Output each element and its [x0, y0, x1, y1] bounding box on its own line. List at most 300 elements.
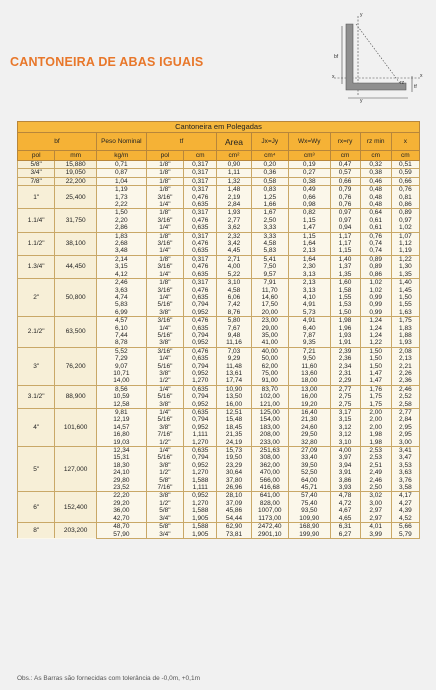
table-cell: 0,97 — [330, 217, 360, 224]
unit-header: kg/m — [96, 151, 146, 161]
table-cell: 2,39 — [330, 347, 360, 355]
table-cell: 4,10 — [288, 294, 330, 301]
table-cell: 29,50 — [288, 431, 330, 438]
table-cell: 1/4" — [146, 201, 183, 209]
table-cell: 9,07 — [96, 363, 146, 370]
table-cell: 2,77 — [217, 217, 251, 224]
table-cell: 14,00 — [96, 377, 146, 385]
table-cell: 0,794 — [184, 454, 217, 461]
table-row — [18, 347, 420, 355]
table-cell: 5,79 — [391, 531, 419, 539]
size-mm-cell: 152,400 — [55, 492, 97, 523]
table-cell: 4,58 — [251, 240, 288, 247]
table-cell: 3,99 — [360, 531, 391, 539]
table-cell: 3,10 — [330, 439, 360, 447]
table-cell: 1,64 — [288, 240, 330, 247]
table-cell: 183,00 — [251, 424, 288, 431]
table-cell: 1,905 — [184, 515, 217, 523]
table-cell: 3,62 — [217, 224, 251, 232]
table-cell: 12,34 — [96, 447, 146, 455]
table-cell: 4,52 — [391, 515, 419, 523]
table-cell: 4,74 — [96, 294, 146, 301]
table-cell: 1,75 — [391, 317, 419, 325]
table-cell: 15,48 — [217, 416, 251, 423]
table-cell: 1,37 — [330, 263, 360, 270]
table-cell: 3/8" — [146, 401, 183, 409]
table-cell: 1/4" — [146, 385, 183, 393]
table-cell: 3,86 — [330, 477, 360, 484]
table-cell: 5,52 — [96, 347, 146, 355]
table-cell: 0,635 — [184, 447, 217, 455]
table-cell: 3/8" — [146, 424, 183, 431]
table-cell: 4,72 — [330, 500, 360, 507]
table-cell: 7/16" — [146, 431, 183, 438]
table-cell: 1,45 — [391, 287, 419, 294]
table-cell: 1,67 — [251, 209, 288, 217]
table-cell: 1,12 — [391, 240, 419, 247]
table-cell: 1,50 — [96, 209, 146, 217]
table-cell: 1/4" — [146, 355, 183, 362]
table-cell: 1/2" — [146, 469, 183, 476]
table-cell: 1/4" — [146, 325, 183, 332]
table-cell: 154,00 — [251, 416, 288, 423]
size-inches-cell: 7/8" — [18, 177, 55, 185]
table-cell: 1,02 — [391, 224, 419, 232]
table-cell: 0,66 — [330, 177, 360, 185]
table-cell: 1/2" — [146, 439, 183, 447]
table-cell: 0,83 — [251, 186, 288, 194]
table-cell: 37,09 — [217, 500, 251, 507]
table-cell: 1,75 — [360, 401, 391, 409]
table-cell: 0,97 — [330, 209, 360, 217]
table-cell: 0,635 — [184, 355, 217, 362]
table-cell: 3/8" — [146, 370, 183, 377]
table-cell: 1,22 — [391, 255, 419, 263]
table-cell: 0,48 — [360, 186, 391, 194]
table-cell: 2,36 — [330, 355, 360, 362]
table-cell: 7,03 — [217, 347, 251, 355]
table-cell: 5,66 — [391, 523, 419, 531]
table-cell: 4,91 — [288, 301, 330, 308]
table-cell: 1,04 — [96, 177, 146, 185]
table-cell: 54,44 — [217, 515, 251, 523]
table-cell: 1,24 — [360, 325, 391, 332]
table-cell: 0,86 — [360, 271, 391, 279]
table-cell: 7,87 — [288, 332, 330, 339]
table-cell: 1,47 — [360, 377, 391, 385]
unit-header: cm³ — [288, 151, 330, 161]
unit-header: pol — [18, 151, 55, 161]
table-cell: 1,75 — [360, 393, 391, 400]
table-cell: 5/16" — [146, 363, 183, 370]
table-cell: 2,95 — [391, 431, 419, 438]
table-cell: 0,74 — [360, 247, 391, 255]
table-cell: 5,83 — [96, 301, 146, 308]
table-cell: 1,17 — [330, 232, 360, 240]
table-cell: 37,80 — [217, 477, 251, 484]
table-cell: 57,40 — [288, 492, 330, 500]
table-cell: 4,12 — [96, 271, 146, 279]
table-cell: 45,71 — [288, 484, 330, 492]
size-inches-cell: 1.3/4" — [18, 255, 55, 278]
table-cell: 0,635 — [184, 201, 217, 209]
table-cell: 1,15 — [288, 232, 330, 240]
table-cell: 4,78 — [330, 492, 360, 500]
size-inches-cell: 3" — [18, 347, 55, 385]
table-row — [18, 523, 420, 531]
table-cell: 6,06 — [217, 294, 251, 301]
table-cell: 0,19 — [288, 161, 330, 169]
table-cell: 6,10 — [96, 325, 146, 332]
table-row — [18, 492, 420, 500]
table-cell: 11,60 — [288, 363, 330, 370]
table-cell: 0,94 — [330, 224, 360, 232]
table-row — [18, 186, 420, 194]
table-cell: 0,317 — [184, 177, 217, 185]
table-cell: 0,317 — [184, 279, 217, 287]
table-cell: 0,317 — [184, 232, 217, 240]
table-cell: 1,73 — [96, 194, 146, 201]
table-cell: 121,00 — [251, 401, 288, 409]
diagram-label: x — [332, 74, 335, 80]
table-cell: 0,476 — [184, 287, 217, 294]
angle-profile-diagram — [320, 4, 428, 104]
table-cell: 13,60 — [288, 370, 330, 377]
table-cell: 125,00 — [251, 409, 288, 417]
table-cell: 3,02 — [360, 492, 391, 500]
size-mm-cell: 25,400 — [55, 186, 97, 209]
table-cell: 41,00 — [251, 339, 288, 347]
table-cell: 3,93 — [330, 484, 360, 492]
table-cell: 0,952 — [184, 401, 217, 409]
angle-spec-table — [17, 121, 420, 539]
size-inches-cell: 8" — [18, 523, 55, 539]
table-cell: 4,91 — [288, 317, 330, 325]
table-cell: 2,36 — [391, 377, 419, 385]
table-cell: 2,08 — [391, 347, 419, 355]
table-cell: 23,52 — [96, 484, 146, 492]
table-cell: 2,46 — [360, 477, 391, 484]
table-cell: 0,635 — [184, 247, 217, 255]
table-cell: 4,45 — [217, 247, 251, 255]
table-cell: 1,58 — [330, 287, 360, 294]
table-cell: 13,50 — [217, 393, 251, 400]
size-inches-cell: 2" — [18, 279, 55, 317]
table-cell: 0,317 — [184, 169, 217, 177]
table-cell: 3/8" — [146, 462, 183, 469]
table-cell: 2,50 — [251, 217, 288, 224]
table-cell: 566,00 — [251, 477, 288, 484]
table-cell: 1,17 — [330, 240, 360, 247]
table-cell: 6,40 — [288, 325, 330, 332]
table-cell: 3/8" — [146, 309, 183, 317]
table-cell: 11,16 — [217, 339, 251, 347]
unit-header: cm — [360, 151, 391, 161]
table-cell: 3/16" — [146, 263, 183, 270]
table-cell: 251,63 — [251, 447, 288, 455]
table-cell: 3,10 — [217, 279, 251, 287]
table-cell: 42,70 — [96, 515, 146, 523]
table-cell: 27,09 — [288, 447, 330, 455]
table-cell: 73,81 — [217, 531, 251, 539]
table-cell: 5,22 — [217, 271, 251, 279]
table-cell: 1,53 — [330, 301, 360, 308]
table-cell: 64,00 — [288, 477, 330, 484]
table-cell: 83,70 — [251, 385, 288, 393]
table-cell: 0,59 — [391, 169, 419, 177]
table-cell: 2,19 — [217, 194, 251, 201]
table-cell: 0,98 — [288, 201, 330, 209]
table-cell: 233,00 — [251, 439, 288, 447]
table-cell: 0,794 — [184, 301, 217, 308]
diagram-label: y — [360, 12, 363, 18]
table-cell: 1/4" — [146, 247, 183, 255]
column-header: tf — [146, 133, 217, 151]
table-cell: 0,476 — [184, 217, 217, 224]
table-cell: 0,635 — [184, 294, 217, 301]
table-cell: 52,50 — [288, 469, 330, 476]
table-cell: 0,66 — [391, 177, 419, 185]
table-cell: 0,794 — [184, 416, 217, 423]
table-cell: 2,97 — [360, 507, 391, 514]
table-cell: 7,67 — [217, 325, 251, 332]
size-inches-cell: 4" — [18, 409, 55, 447]
table-cell: 62,90 — [217, 523, 251, 531]
table-cell: 33,40 — [288, 454, 330, 461]
table-cell: 0,476 — [184, 263, 217, 270]
table-cell: 2,75 — [330, 401, 360, 409]
table-cell: 0,32 — [360, 161, 391, 169]
table-cell: 2,97 — [360, 515, 391, 523]
table-cell: 3,41 — [391, 447, 419, 455]
table-cell: 1,270 — [184, 500, 217, 507]
table-cell: 22,20 — [96, 492, 146, 500]
table-cell: 3/16" — [146, 194, 183, 201]
table-cell: 1,60 — [330, 279, 360, 287]
table-cell: 2,32 — [217, 232, 251, 240]
table-cell: 1,96 — [330, 325, 360, 332]
table-cell: 1,93 — [330, 332, 360, 339]
table-cell: 2,77 — [391, 409, 419, 417]
unit-header: cm⁴ — [251, 151, 288, 161]
table-cell: 1,47 — [288, 224, 330, 232]
size-mm-cell: 88,900 — [55, 385, 97, 408]
table-cell: 0,20 — [251, 161, 288, 169]
table-cell: 26,96 — [217, 484, 251, 492]
table-cell: 1/4" — [146, 409, 183, 417]
table-cell: 18,45 — [217, 424, 251, 431]
table-cell: 1,25 — [251, 194, 288, 201]
table-cell: 5/16" — [146, 393, 183, 400]
table-cell: 6,27 — [330, 531, 360, 539]
table-cell: 3,42 — [217, 240, 251, 247]
table-cell: 1/8" — [146, 209, 183, 217]
table-cell: 0,79 — [330, 186, 360, 194]
table-cell: 2,50 — [360, 484, 391, 492]
table-cell: 0,99 — [360, 309, 391, 317]
table-cell: 1,98 — [330, 317, 360, 325]
table-cell: 0,74 — [360, 240, 391, 247]
table-cell: 1,588 — [184, 507, 217, 514]
table-caption: Cantoneira em Polegadas — [18, 122, 420, 133]
table-cell: 5/16" — [146, 332, 183, 339]
table-cell: 2,84 — [217, 201, 251, 209]
table-cell: 3,47 — [391, 454, 419, 461]
table-cell: 0,46 — [360, 177, 391, 185]
table-cell: 0,89 — [360, 263, 391, 270]
table-cell: 1,40 — [391, 279, 419, 287]
size-mm-cell: 76,200 — [55, 347, 97, 385]
table-row — [18, 177, 420, 185]
table-cell: 3,33 — [251, 224, 288, 232]
table-cell: 45,86 — [217, 507, 251, 514]
unit-header: cm — [330, 151, 360, 161]
table-cell: 2472,40 — [251, 523, 288, 531]
table-cell: 0,48 — [360, 201, 391, 209]
table-cell: 1,35 — [391, 271, 419, 279]
table-cell: 24,19 — [217, 439, 251, 447]
table-cell: 2,95 — [391, 424, 419, 431]
table-cell: 1,270 — [184, 469, 217, 476]
table-cell: 23,29 — [217, 462, 251, 469]
table-cell: 3/16" — [146, 217, 183, 224]
table-cell: 3,17 — [330, 409, 360, 417]
table-cell: 0,58 — [251, 177, 288, 185]
table-cell: 3,00 — [360, 500, 391, 507]
table-cell: 1,40 — [330, 255, 360, 263]
table-cell: 35,00 — [251, 332, 288, 339]
table-cell: 0,952 — [184, 492, 217, 500]
table-cell: 0,635 — [184, 271, 217, 279]
table-cell: 21,35 — [217, 431, 251, 438]
table-cell: 4,58 — [217, 287, 251, 294]
table-cell: 4,39 — [391, 507, 419, 514]
table-cell: 3,94 — [330, 462, 360, 469]
table-row — [18, 317, 420, 325]
size-inches-cell: 2.1/2" — [18, 317, 55, 348]
table-cell: 0,952 — [184, 370, 217, 377]
table-cell: 2,30 — [288, 263, 330, 270]
unit-header: cm — [391, 151, 419, 161]
table-cell: 1,50 — [391, 294, 419, 301]
size-mm-cell: 15,880 — [55, 161, 97, 169]
table-cell: 1,50 — [360, 363, 391, 370]
table-cell: 5/8" — [146, 507, 183, 514]
table-cell: 199,90 — [288, 531, 330, 539]
size-mm-cell: 19,050 — [55, 169, 97, 177]
table-cell: 1,48 — [217, 186, 251, 194]
table-cell: 1,66 — [251, 201, 288, 209]
table-cell: 75,00 — [251, 370, 288, 377]
table-cell: 1/4" — [146, 294, 183, 301]
table-cell: 1,50 — [360, 347, 391, 355]
diagram-label: rz — [400, 80, 405, 86]
table-cell: 3/16" — [146, 240, 183, 247]
column-header: Jx=Jy — [251, 133, 288, 151]
unit-header: cm — [184, 151, 217, 161]
table-cell: 21,30 — [288, 416, 330, 423]
table-cell: 16,00 — [288, 393, 330, 400]
size-mm-cell: 127,000 — [55, 447, 97, 492]
table-cell: 28,10 — [217, 492, 251, 500]
size-inches-cell: 3.1/2" — [18, 385, 55, 408]
table-cell: 24,60 — [288, 424, 330, 431]
size-mm-cell: 38,100 — [55, 232, 97, 255]
table-cell: 93,50 — [288, 507, 330, 514]
table-cell: 1/8" — [146, 232, 183, 240]
table-cell: 0,99 — [360, 301, 391, 308]
table-cell: 0,76 — [360, 232, 391, 240]
table-cell: 3/8" — [146, 492, 183, 500]
table-cell: 19,20 — [288, 401, 330, 409]
table-cell: 5/8" — [146, 523, 183, 531]
table-cell: 19,03 — [96, 439, 146, 447]
table-cell: 0,952 — [184, 462, 217, 469]
column-header: rz min — [360, 133, 391, 151]
table-row — [18, 447, 420, 455]
table-cell: 2,71 — [217, 255, 251, 263]
table-cell: 5,80 — [217, 317, 251, 325]
table-cell: 15,31 — [96, 454, 146, 461]
diagram-label: bf — [334, 54, 339, 60]
table-cell: 0,952 — [184, 309, 217, 317]
table-cell: 3,53 — [391, 462, 419, 469]
table-cell: 0,51 — [391, 161, 419, 169]
table-cell: 7,44 — [96, 332, 146, 339]
size-inches-cell: 3/4" — [18, 169, 55, 177]
table-cell: 1,19 — [96, 186, 146, 194]
table-cell: 1,88 — [391, 332, 419, 339]
table-cell: 9,48 — [217, 332, 251, 339]
table-cell: 17,50 — [251, 301, 288, 308]
table-cell: 0,47 — [330, 161, 360, 169]
table-cell: 1,588 — [184, 477, 217, 484]
table-cell: 0,48 — [360, 194, 391, 201]
size-inches-cell: 5" — [18, 447, 55, 492]
table-cell: 2,13 — [288, 247, 330, 255]
table-cell: 29,00 — [251, 325, 288, 332]
table-cell: 1/2" — [146, 500, 183, 507]
diagram-label: x — [420, 73, 423, 79]
table-cell: 7,50 — [251, 263, 288, 270]
table-cell: 0,794 — [184, 363, 217, 370]
table-cell: 1,22 — [360, 339, 391, 347]
table-cell: 18,00 — [288, 377, 330, 385]
table-cell: 4,00 — [330, 447, 360, 455]
table-cell: 1,55 — [330, 294, 360, 301]
table-cell: 3/16" — [146, 287, 183, 294]
table-cell: 75,40 — [288, 500, 330, 507]
table-cell: 4,27 — [391, 500, 419, 507]
table-cell: 0,89 — [391, 209, 419, 217]
table-cell: 2,46 — [96, 279, 146, 287]
table-cell: 3,15 — [96, 263, 146, 270]
table-cell: 40,00 — [251, 347, 288, 355]
size-mm-cell: 101,600 — [55, 409, 97, 447]
table-cell: 17,74 — [217, 377, 251, 385]
table-cell: 0,635 — [184, 224, 217, 232]
table-cell: 0,76 — [391, 186, 419, 194]
table-cell: 0,476 — [184, 347, 217, 355]
table-cell: 3,13 — [288, 287, 330, 294]
table-cell: 1,11 — [217, 169, 251, 177]
table-cell: 3,12 — [330, 424, 360, 431]
table-cell: 0,89 — [360, 255, 391, 263]
table-cell: 2,26 — [391, 370, 419, 377]
size-mm-cell: 63,500 — [55, 317, 97, 348]
table-cell: 10,59 — [96, 393, 146, 400]
table-cell: 3,00 — [391, 439, 419, 447]
